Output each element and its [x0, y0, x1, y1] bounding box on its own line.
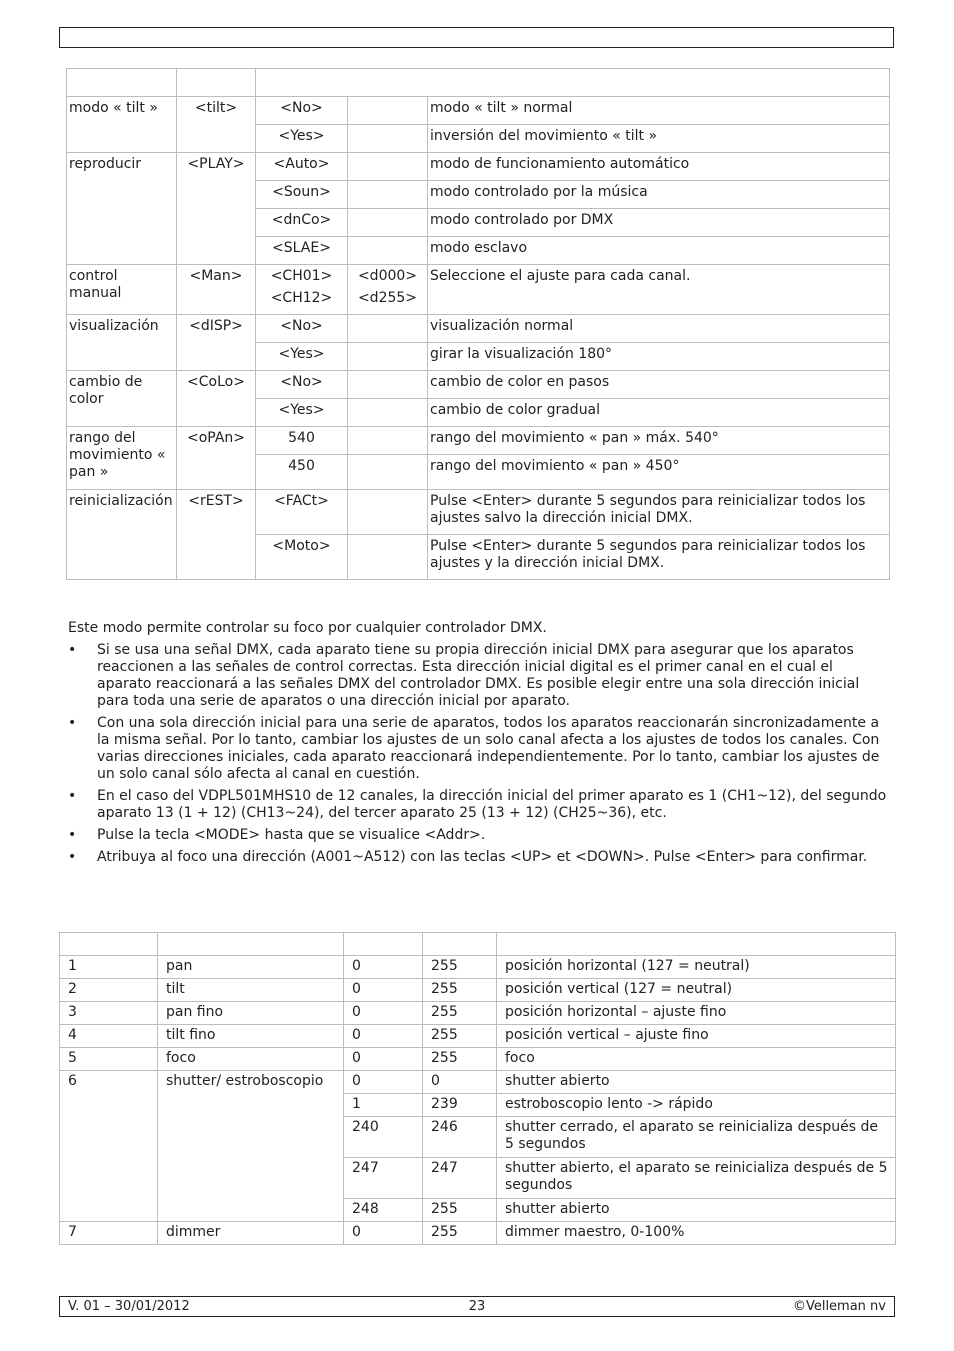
setting-name: control manual: [67, 265, 177, 315]
setting-value: [256, 153, 348, 181]
setting-range: [348, 265, 428, 315]
setting-description: rango del movimiento « pan » 450°: [428, 455, 890, 490]
setting-description: rango del movimiento « pan » máx. 540°: [428, 427, 890, 455]
menu-table-header-row: [67, 69, 890, 97]
setting-name: visualización: [67, 315, 177, 371]
dmx-range-to: 255: [423, 1048, 497, 1071]
menu-table-row: [67, 97, 890, 125]
setting-code: <oPAn>: [177, 427, 256, 490]
setting-description: modo « tilt » normal: [428, 97, 890, 125]
bullet-text: Pulse la tecla <MODE> hasta que se visualice <Addr>.: [97, 827, 486, 843]
dmx-channel-function: tilt fino: [158, 1025, 344, 1048]
setting-description: visualización normal: [428, 315, 890, 343]
setting-code: <CoLo>: [177, 371, 256, 427]
bullet-symbol: •: [68, 849, 77, 865]
setting-description: cambio de color en pasos: [428, 371, 890, 399]
setting-value-text: 540: [288, 430, 315, 446]
setting-range: [348, 315, 428, 343]
dmx-table-row: [60, 956, 896, 979]
page-footer: [59, 1296, 895, 1317]
setting-range: [348, 97, 428, 125]
setting-value-text: <Yes>: [278, 402, 325, 418]
dmx-range-from: 0: [344, 1025, 423, 1048]
dmx-table-row: [60, 1048, 896, 1071]
dmx-range-to: 255: [423, 956, 497, 979]
dmx-table-header-row: [60, 933, 896, 956]
dmx-range-to: 246: [423, 1117, 497, 1158]
setting-value-text: <Yes>: [278, 346, 325, 362]
dmx-channel-table: [59, 932, 896, 1245]
dmx-range-description: estroboscopio lento -> rápido: [497, 1094, 896, 1117]
dmx-range-to: 255: [423, 1199, 497, 1222]
setting-value-text: <Auto>: [273, 156, 330, 172]
dmx-range-description: shutter abierto: [497, 1071, 896, 1094]
dmx-channel-number: 6: [60, 1071, 158, 1222]
dmx-range-from: 0: [344, 1048, 423, 1071]
setting-name: modo « tilt »: [67, 97, 177, 153]
setting-value-text: 450: [288, 458, 315, 474]
setting-range: [348, 427, 428, 455]
dmx-range-description: shutter abierto, el aparato se reinicializa después de 5 segundos: [497, 1158, 896, 1199]
bullet-item: [68, 715, 888, 783]
dmx-channel-table-body: [60, 933, 896, 1245]
setting-description: inversión del movimiento « tilt »: [428, 125, 890, 153]
setting-value-text: <dnCo>: [271, 212, 332, 228]
setting-value: [256, 237, 348, 265]
bullet-item: [68, 642, 888, 710]
dmx-channel-function: dimmer: [158, 1222, 344, 1245]
bullet-symbol: •: [68, 642, 77, 658]
dmx-range-description: posición vertical (127 = neutral): [497, 979, 896, 1002]
setting-description: modo controlado por DMX: [428, 209, 890, 237]
bullet-symbol: •: [68, 788, 77, 804]
menu-table-header-cell: [177, 69, 256, 97]
setting-value-text: <FACt>: [274, 493, 329, 509]
menu-table-row: [67, 427, 890, 455]
menu-table-row: [67, 265, 890, 315]
page-header-box: [59, 27, 894, 48]
dmx-table-row: [60, 1025, 896, 1048]
setting-value: [256, 315, 348, 343]
setting-range: [348, 237, 428, 265]
dmx-range-to: 239: [423, 1094, 497, 1117]
dmx-range-to: 0: [423, 1071, 497, 1094]
bullet-symbol: •: [68, 827, 77, 843]
dmx-range-to: 255: [423, 979, 497, 1002]
menu-table-row: [67, 490, 890, 535]
setting-value: [256, 490, 348, 535]
dmx-range-from: 0: [344, 1222, 423, 1245]
dmx-channel-function: pan fino: [158, 1002, 344, 1025]
setting-value: [256, 343, 348, 371]
setting-code: <PLAY>: [177, 153, 256, 265]
bullet-text: En el caso del VDPL501MHS10 de 12 canales, la dirección inicial del primer aparato es 1 (CH1~12), del segundo aparato 13 (1 + 12) (CH13~24), del tercer aparato 25 (13 + 12) (CH25~36), etc.: [97, 788, 887, 821]
setting-name: reproducir: [67, 153, 177, 265]
dmx-instructions-list: [68, 642, 888, 871]
setting-description: cambio de color gradual: [428, 399, 890, 427]
setting-description: Seleccione el ajuste para cada canal.: [428, 265, 890, 315]
dmx-channel-number: 1: [60, 956, 158, 979]
setting-value: [256, 97, 348, 125]
setting-range: [348, 153, 428, 181]
dmx-range-description: posición vertical – ajuste fino: [497, 1025, 896, 1048]
setting-value: [256, 455, 348, 490]
dmx-range-description: dimmer maestro, 0-100%: [497, 1222, 896, 1245]
setting-name: cambio de color: [67, 371, 177, 427]
dmx-table-row: [60, 1002, 896, 1025]
dmx-range-to: 255: [423, 1025, 497, 1048]
setting-range: [348, 399, 428, 427]
dmx-table-row: [60, 1222, 896, 1245]
dmx-table-header-cell: [344, 933, 423, 956]
dmx-table-header-cell: [158, 933, 344, 956]
setting-value-text: <No>: [280, 318, 323, 334]
dmx-range-from: 248: [344, 1199, 423, 1222]
dmx-range-from: 247: [344, 1158, 423, 1199]
menu-table-header-cell: [256, 69, 890, 97]
dmx-table-row: [60, 1071, 896, 1094]
intro-paragraph: Este modo permite controlar su foco por cualquier controlador DMX.: [68, 620, 547, 636]
setting-value: [256, 209, 348, 237]
footer-page-number: 23: [468, 1299, 486, 1314]
setting-range: [348, 535, 428, 580]
dmx-range-to: 255: [423, 1222, 497, 1245]
dmx-range-from: 0: [344, 979, 423, 1002]
bullet-symbol: •: [68, 715, 77, 731]
dmx-channel-function: pan: [158, 956, 344, 979]
menu-settings-table-body: [67, 69, 890, 580]
setting-name: rango del movimiento « pan »: [67, 427, 177, 490]
setting-name: reinicialización: [67, 490, 177, 580]
setting-range-text: <d000>: [357, 268, 418, 284]
menu-table-row: [67, 315, 890, 343]
dmx-range-from: 1: [344, 1094, 423, 1117]
dmx-channel-number: 4: [60, 1025, 158, 1048]
dmx-range-description: posición horizontal (127 = neutral): [497, 956, 896, 979]
setting-value-text: <Soun>: [272, 184, 331, 200]
dmx-range-from: 240: [344, 1117, 423, 1158]
setting-value-text: <CH01>: [270, 268, 333, 284]
dmx-channel-function: foco: [158, 1048, 344, 1071]
dmx-channel-function: shutter/ estroboscopio: [158, 1071, 344, 1222]
dmx-range-description: posición horizontal – ajuste fino: [497, 1002, 896, 1025]
setting-code: <Man>: [177, 265, 256, 315]
setting-code: <dISP>: [177, 315, 256, 371]
setting-value: [256, 125, 348, 153]
footer-version: V. 01 – 30/01/2012: [68, 1299, 190, 1314]
setting-description: girar la visualización 180°: [428, 343, 890, 371]
bullet-text: Atribuya al foco una dirección (A001~A512) con las teclas <UP> et <DOWN>. Pulse <Enter> para confirmar.: [97, 849, 868, 865]
menu-table-row: [67, 371, 890, 399]
setting-range: [348, 455, 428, 490]
dmx-range-from: 0: [344, 1071, 423, 1094]
setting-value: [256, 399, 348, 427]
bullet-text: Con una sola dirección inicial para una serie de aparatos, todos los aparatos reaccionarán sincronizadamente a la misma señal. Por lo tanto, cambiar los ajustes de un solo canal afecta a los ajustes de todos los canales. Con varias direcciones iniciales, cada aparato reaccionará independientemente. Por lo tanto, cambiar los ajustes de un solo canal sólo afecta al canal en cuestión.: [97, 715, 880, 782]
dmx-channel-number: 3: [60, 1002, 158, 1025]
setting-value-text: <SLAE>: [272, 240, 331, 256]
dmx-table-header-cell: [423, 933, 497, 956]
setting-value: [256, 181, 348, 209]
setting-range: [348, 371, 428, 399]
setting-code: <tilt>: [177, 97, 256, 153]
bullet-item: [68, 849, 888, 866]
setting-value: [256, 265, 348, 315]
setting-value: [256, 371, 348, 399]
footer-copyright: ©Velleman nv: [792, 1299, 886, 1314]
dmx-table-header-cell: [497, 933, 896, 956]
menu-table-row: [67, 153, 890, 181]
setting-description: modo de funcionamiento automático: [428, 153, 890, 181]
dmx-channel-number: 5: [60, 1048, 158, 1071]
setting-description: modo controlado por la música: [428, 181, 890, 209]
dmx-table-row: [60, 979, 896, 1002]
dmx-channel-function: tilt: [158, 979, 344, 1002]
setting-value-text: <Yes>: [278, 128, 325, 144]
dmx-range-description: shutter cerrado, el aparato se reinicializa después de 5 segundos: [497, 1117, 896, 1158]
setting-description: Pulse <Enter> durante 5 segundos para reinicializar todos los ajustes y la dirección inicial DMX.: [428, 535, 890, 580]
bullet-item: [68, 788, 888, 822]
dmx-range-description: foco: [497, 1048, 896, 1071]
dmx-range-to: 255: [423, 1002, 497, 1025]
setting-value: [256, 535, 348, 580]
setting-range: [348, 181, 428, 209]
setting-range: [348, 125, 428, 153]
setting-description: Pulse <Enter> durante 5 segundos para reinicializar todos los ajustes salvo la dirección inicial DMX.: [428, 490, 890, 535]
setting-value-text: <Moto>: [272, 538, 331, 554]
menu-settings-table: [66, 68, 890, 580]
setting-value-text: <No>: [280, 374, 323, 390]
dmx-range-from: 0: [344, 1002, 423, 1025]
dmx-channel-number: 7: [60, 1222, 158, 1245]
bullet-text: Si se usa una señal DMX, cada aparato tiene su propia dirección inicial DMX para asegurar que los aparatos reaccionen a las señales de control correctas. Esta dirección inicial digital es el primer canal en el cual el aparato reaccionará a las señales DMX del controlador DMX. Es posible elegir entre una sola dirección inicial para toda una serie de aparatos o una dirección inicial por aparato.: [97, 642, 860, 709]
dmx-channel-number: 2: [60, 979, 158, 1002]
dmx-range-to: 247: [423, 1158, 497, 1199]
bullet-item: [68, 827, 888, 844]
setting-range-text: <d255>: [357, 290, 418, 306]
setting-description: modo esclavo: [428, 237, 890, 265]
setting-range: [348, 343, 428, 371]
menu-table-header-cell: [67, 69, 177, 97]
setting-range: [348, 209, 428, 237]
setting-value: [256, 427, 348, 455]
dmx-table-header-cell: [60, 933, 158, 956]
dmx-range-description: shutter abierto: [497, 1199, 896, 1222]
setting-range: [348, 490, 428, 535]
setting-value-text: <CH12>: [270, 290, 333, 306]
setting-code: <rEST>: [177, 490, 256, 580]
setting-value-text: <No>: [280, 100, 323, 116]
dmx-range-from: 0: [344, 956, 423, 979]
